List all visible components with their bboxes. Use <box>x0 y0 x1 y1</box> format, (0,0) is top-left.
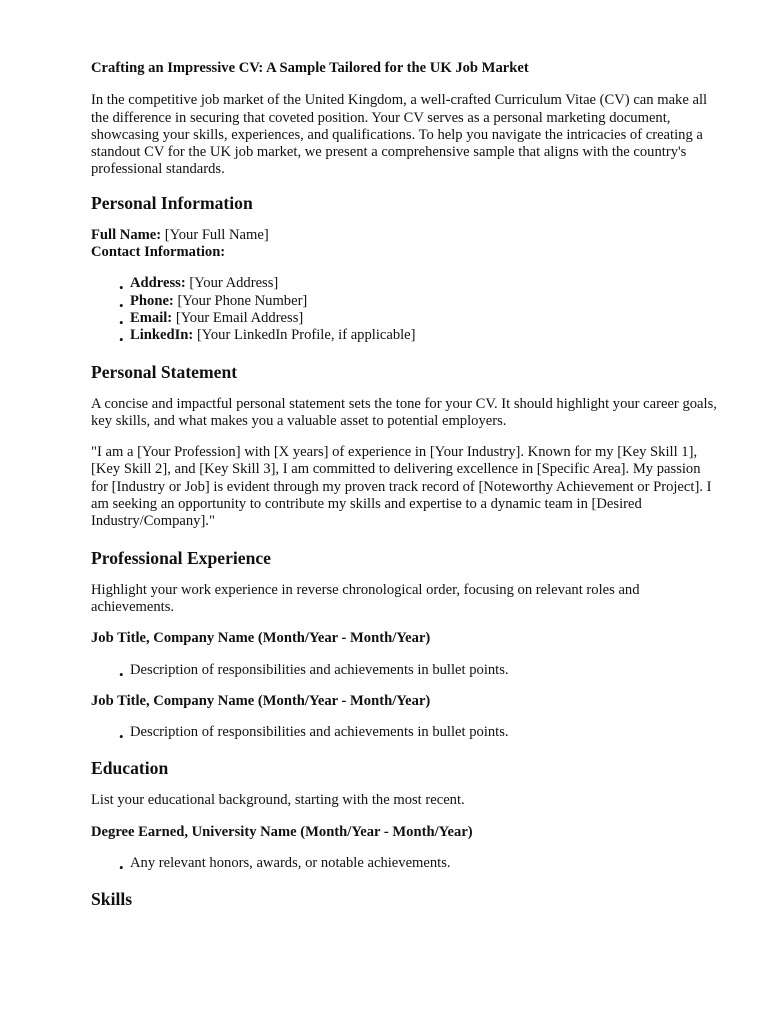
job-bullet-text: Description of responsibilities and achievements in bullet points. <box>130 724 509 741</box>
contact-item-email <box>119 309 720 330</box>
full-name-label: Full Name: <box>91 226 162 243</box>
full-name-value: [Your Full Name] <box>164 226 269 243</box>
bullet-icon: • <box>119 860 124 876</box>
degree-title: Degree Earned, University Name (Month/Year - Month/Year) <box>91 823 473 840</box>
full-name-line <box>91 227 720 244</box>
contact-label: Address: <box>130 275 186 292</box>
education-bullet-list <box>91 855 720 876</box>
contact-information-label: Contact Information: <box>91 244 226 261</box>
contact-value: [Your Address] <box>189 275 279 292</box>
contact-value: [Your LinkedIn Profile, if applicable] <box>196 327 416 344</box>
bullet-icon: • <box>119 297 124 313</box>
job-bullet-list <box>91 724 720 745</box>
personal-statement-heading: Personal Statement <box>91 361 238 382</box>
contact-item-linkedin <box>119 327 720 348</box>
education-description: List your educational background, starting with the most recent. <box>91 792 465 809</box>
personal-statement-sample: "I am a [Your Profession] with [X years] of experience in [Your Industry]. Known for my [Key Skill 1], [Key Skill 2], and [Key Skill 3], I am committed to delivering excellence in [Specific Area]. My passion for [Industry or Job] is evident through my proven track record of [Noteworthy Achievement or Project]. I am seeking an opportunity to contribute my skills and expertise to a dynamic team in [Desired Industry/Company]." <box>91 444 712 530</box>
bullet-icon: • <box>119 729 124 745</box>
contact-item-address <box>119 275 720 296</box>
contact-label: Phone: <box>130 292 174 309</box>
job-title: Job Title, Company Name (Month/Year - Month/Year) <box>91 692 431 709</box>
contact-value: [Your Email Address] <box>175 309 304 326</box>
bullet-icon: • <box>119 280 124 296</box>
intro-paragraph: In the competitive job market of the United Kingdom, a well-crafted Curriculum Vitae (CV) can make all the difference in securing that coveted position. Your CV serves as a personal marketing document, showcasing your skills, experiences, and qualifications. To help you navigate the intricacies of creating a standout CV for the UK job market, we present a comprehensive sample that aligns with the country's professional standards. <box>91 92 708 178</box>
document-title: Crafting an Impressive CV: A Sample Tailored for the UK Job Market <box>91 60 529 76</box>
contact-label: LinkedIn: <box>130 327 194 344</box>
bullet-icon: • <box>119 314 124 330</box>
education-heading: Education <box>91 758 169 779</box>
job-bullet-list <box>91 661 720 682</box>
job-title: Job Title, Company Name (Month/Year - Month/Year) <box>91 630 431 647</box>
personal-statement-description: A concise and impactful personal statement sets the tone for your CV. It should highlight your career goals, key skills, and what makes you a valuable asset to potential employers. <box>91 395 717 429</box>
personal-information-heading: Personal Information <box>91 192 253 213</box>
contact-list <box>91 275 720 348</box>
list-item <box>119 855 720 876</box>
job-bullet-text: Description of responsibilities and achievements in bullet points. <box>130 661 509 678</box>
contact-item-phone <box>119 292 720 313</box>
professional-experience-heading: Professional Experience <box>91 547 271 568</box>
education-bullet-text: Any relevant honors, awards, or notable achievements. <box>130 855 451 872</box>
bullet-icon: • <box>119 666 124 682</box>
contact-value: [Your Phone Number] <box>177 292 308 309</box>
skills-heading: Skills <box>91 889 133 910</box>
experience-description: Highlight your work experience in reverse chronological order, focusing on relevant roles and achievements. <box>91 581 640 615</box>
bullet-icon: • <box>119 332 124 348</box>
list-item <box>119 661 720 682</box>
contact-label: Email: <box>130 309 173 326</box>
list-item <box>119 724 720 745</box>
